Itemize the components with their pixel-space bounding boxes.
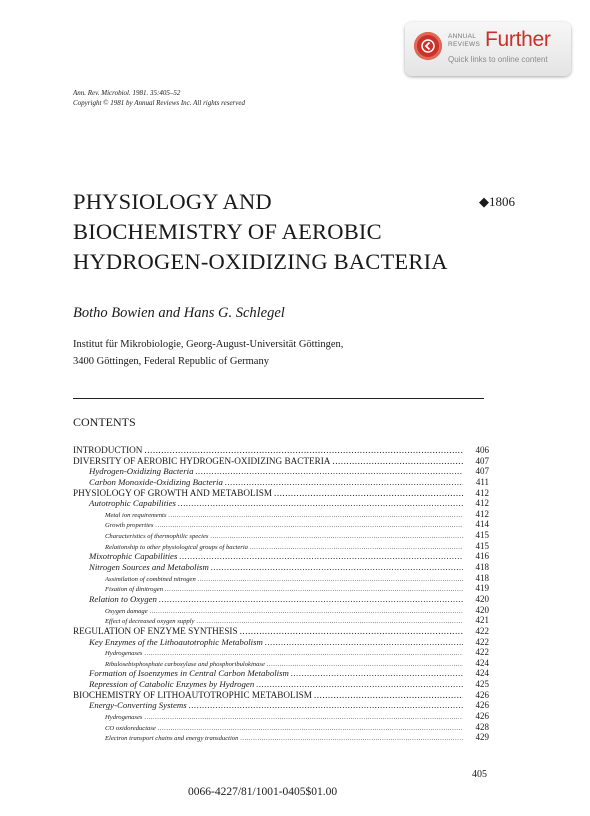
toc-entry-title: Hydrogenases <box>105 650 143 658</box>
toc-entry-title: Key Enzymes of the Lithoautotrophic Metabolism <box>89 636 263 647</box>
toc-entry-title: Relation to Oxygen <box>89 593 157 604</box>
toc-entry-title: CO oxidoreductase <box>105 724 156 732</box>
toc-dot-leader <box>267 660 463 669</box>
toc-entry-title: Ribulosebisphosphate carboxylase and phosphoribulokinase <box>105 660 265 668</box>
toc-entry-page: 407 <box>475 466 489 477</box>
toc-entry[interactable] <box>73 722 489 733</box>
toc-entry-page: 406 <box>475 445 489 455</box>
toc-dot-leader <box>274 488 463 499</box>
toc-entry[interactable] <box>73 594 489 605</box>
toc-dot-leader <box>165 585 463 594</box>
toc-entry[interactable] <box>73 551 489 562</box>
affiliation-line-2: 3400 Göttingen, Federal Republic of Germany <box>73 356 269 367</box>
title-line-1: PHYSIOLOGY AND <box>73 189 272 214</box>
affiliation-line-1: Institut für Mikrobiologie, Georg-August-Universität Göttingen, <box>73 339 344 350</box>
play-icon <box>414 32 442 60</box>
copyright-line: Copyright © 1981 by Annual Reviews Inc. All rights reserved <box>73 98 245 107</box>
toc-dot-leader <box>144 649 463 658</box>
article-id: ◆1806 <box>479 194 515 209</box>
footer-code: 0066-4227/81/1001-0405$01.00 <box>188 786 338 798</box>
toc-entry-title: Effect of decreased oxygen supply <box>105 618 195 626</box>
toc-entry[interactable] <box>73 456 489 467</box>
page-number: 405 <box>472 769 487 780</box>
toc-entry[interactable] <box>73 466 489 477</box>
toc-entry-page: 422 <box>475 625 489 636</box>
toc-entry[interactable] <box>73 488 489 499</box>
toc-entry-page: 419 <box>475 583 489 594</box>
toc-entry-title: INTRODUCTION <box>73 445 143 455</box>
toc-entry[interactable] <box>73 605 489 616</box>
toc-entry-page: 426 <box>475 711 489 722</box>
toc-entry-page: 422 <box>475 647 489 658</box>
section-divider <box>73 398 484 399</box>
toc-entry-title: Repression of Catabolic Enzymes by Hydrogen <box>89 679 255 690</box>
toc-entry[interactable] <box>73 509 489 520</box>
banner-annual: ANNUAL <box>448 33 477 40</box>
annual-reviews-further-banner[interactable] <box>405 22 571 76</box>
toc-entry[interactable] <box>73 658 489 669</box>
toc-dot-leader <box>158 724 463 733</box>
toc-entry-title: Mixotrophic Capabilities <box>89 551 178 562</box>
toc-entry-page: 422 <box>475 636 489 647</box>
toc-dot-leader <box>144 713 463 722</box>
toc-dot-leader <box>256 679 463 690</box>
toc-entry[interactable] <box>73 498 489 509</box>
toc-entry-title: Autotrophic Capabilities <box>89 498 176 509</box>
toc-dot-leader <box>178 498 463 509</box>
toc-entry-title: Growth properties <box>105 522 154 530</box>
toc-entry-page: 429 <box>475 732 489 743</box>
toc-dot-leader <box>168 511 463 520</box>
toc-entry-title: Metal ion requirements <box>105 511 167 519</box>
toc-entry-page: 418 <box>475 572 489 583</box>
toc-entry[interactable] <box>73 679 489 690</box>
journal-citation: Ann. Rev. Microbiol. 1981. 35:405–52 <box>73 89 181 97</box>
toc-dot-leader <box>150 607 463 616</box>
toc-entry-page: 407 <box>475 455 489 466</box>
toc-entry[interactable] <box>73 700 489 711</box>
toc-entry[interactable] <box>73 583 489 594</box>
toc-dot-leader <box>179 551 463 562</box>
journal-reference <box>73 89 245 108</box>
toc-dot-leader <box>196 617 463 626</box>
toc-dot-leader <box>332 456 463 467</box>
toc-dot-leader <box>250 543 463 552</box>
toc-dot-leader <box>155 521 463 530</box>
toc-entry-page: 412 <box>475 487 489 498</box>
toc-entry[interactable] <box>73 690 489 701</box>
toc-entry-page: 415 <box>475 540 489 551</box>
table-of-contents <box>73 445 489 743</box>
toc-entry-page: 416 <box>475 551 489 562</box>
toc-entry-title: BIOCHEMISTRY OF LITHOAUTOTROPHIC METABOLISM <box>73 689 312 700</box>
toc-entry-title: Formation of Isoenzymes in Central Carbon Metabolism <box>89 668 289 679</box>
toc-entry-page: 418 <box>475 562 489 573</box>
toc-entry-page: 425 <box>475 679 489 690</box>
toc-dot-leader <box>265 637 463 648</box>
toc-entry[interactable] <box>73 445 489 456</box>
title-line-3: HYDROGEN-OXIDIZING BACTERIA <box>73 249 448 274</box>
toc-entry-title: Characteristics of thermophilic species <box>105 533 209 541</box>
toc-entry[interactable] <box>73 711 489 722</box>
toc-entry-title: Electron transport chains and energy transduction <box>105 735 239 743</box>
toc-entry-title: Assimilation of combined nitrogen <box>105 575 196 583</box>
toc-entry-page: 412 <box>475 508 489 519</box>
toc-dot-leader <box>159 594 463 605</box>
article-title <box>73 187 448 277</box>
authors: Botho Bowien and Hans G. Schlegel <box>73 305 285 321</box>
banner-further-label: Further <box>485 28 551 51</box>
toc-dot-leader <box>198 575 463 584</box>
banner-subtitle: Quick links to online content <box>448 55 548 64</box>
toc-entry-page: 420 <box>475 604 489 615</box>
toc-entry-page: 426 <box>475 689 489 700</box>
toc-entry-title: Energy-Converting Systems <box>89 700 187 711</box>
toc-entry[interactable] <box>73 637 489 648</box>
affiliation <box>73 336 343 370</box>
title-line-2: BIOCHEMISTRY OF AEROBIC <box>73 219 382 244</box>
toc-entry-page: 420 <box>475 593 489 604</box>
toc-entry-title: Oxygen damage <box>105 607 148 615</box>
annual-reviews-logo-text <box>448 33 480 49</box>
toc-entry[interactable] <box>73 519 489 530</box>
toc-entry-title: Hydrogenases <box>105 714 143 722</box>
banner-reviews: REVIEWS <box>448 41 481 48</box>
toc-entry-title: REGULATION OF ENZYME SYNTHESIS <box>73 625 238 636</box>
toc-entry-title: Carbon Monoxide-Oxidizing Bacteria <box>89 476 223 487</box>
toc-dot-leader <box>211 562 463 573</box>
toc-entry-title: Fixation of dinitrogen <box>105 586 163 594</box>
toc-entry[interactable] <box>73 541 489 552</box>
toc-dot-leader <box>314 690 463 701</box>
toc-entry[interactable] <box>73 615 489 626</box>
toc-entry[interactable] <box>73 668 489 679</box>
toc-entry[interactable] <box>73 626 489 637</box>
toc-dot-leader <box>210 532 463 541</box>
toc-entry[interactable] <box>73 562 489 573</box>
toc-entry[interactable] <box>73 530 489 541</box>
toc-dot-leader <box>291 668 463 679</box>
toc-dot-leader <box>195 466 463 477</box>
toc-entry-page: 428 <box>475 721 489 732</box>
toc-entry-page: 426 <box>475 700 489 711</box>
toc-entry[interactable] <box>73 647 489 658</box>
toc-entry-title: Relationship to other physiological groups of bacteria <box>105 543 248 551</box>
toc-dot-leader <box>144 445 463 456</box>
toc-entry-page: 414 <box>475 519 489 530</box>
toc-entry-page: 421 <box>475 615 489 626</box>
toc-entry-page: 415 <box>475 530 489 541</box>
toc-entry-page: 411 <box>475 476 489 487</box>
toc-dot-leader <box>225 477 463 488</box>
toc-entry-page: 412 <box>475 498 489 509</box>
toc-entry[interactable] <box>73 732 489 743</box>
toc-dot-leader <box>189 700 463 711</box>
toc-dot-leader <box>240 626 463 637</box>
toc-dot-leader <box>240 734 463 743</box>
toc-entry-page: 424 <box>475 657 489 668</box>
toc-entry-title: DIVERSITY OF AEROBIC HYDROGEN-OXIDIZING BACTERIA <box>73 455 331 466</box>
toc-entry[interactable] <box>73 477 489 488</box>
toc-entry-page: 424 <box>475 668 489 679</box>
contents-heading: CONTENTS <box>73 415 136 429</box>
toc-entry[interactable] <box>73 573 489 584</box>
toc-entry-title: PHYSIOLOGY OF GROWTH AND METABOLISM <box>73 487 273 498</box>
toc-entry-title: Hydrogen-Oxidizing Bacteria <box>89 466 194 477</box>
toc-entry-title: Nitrogen Sources and Metabolism <box>89 562 209 573</box>
